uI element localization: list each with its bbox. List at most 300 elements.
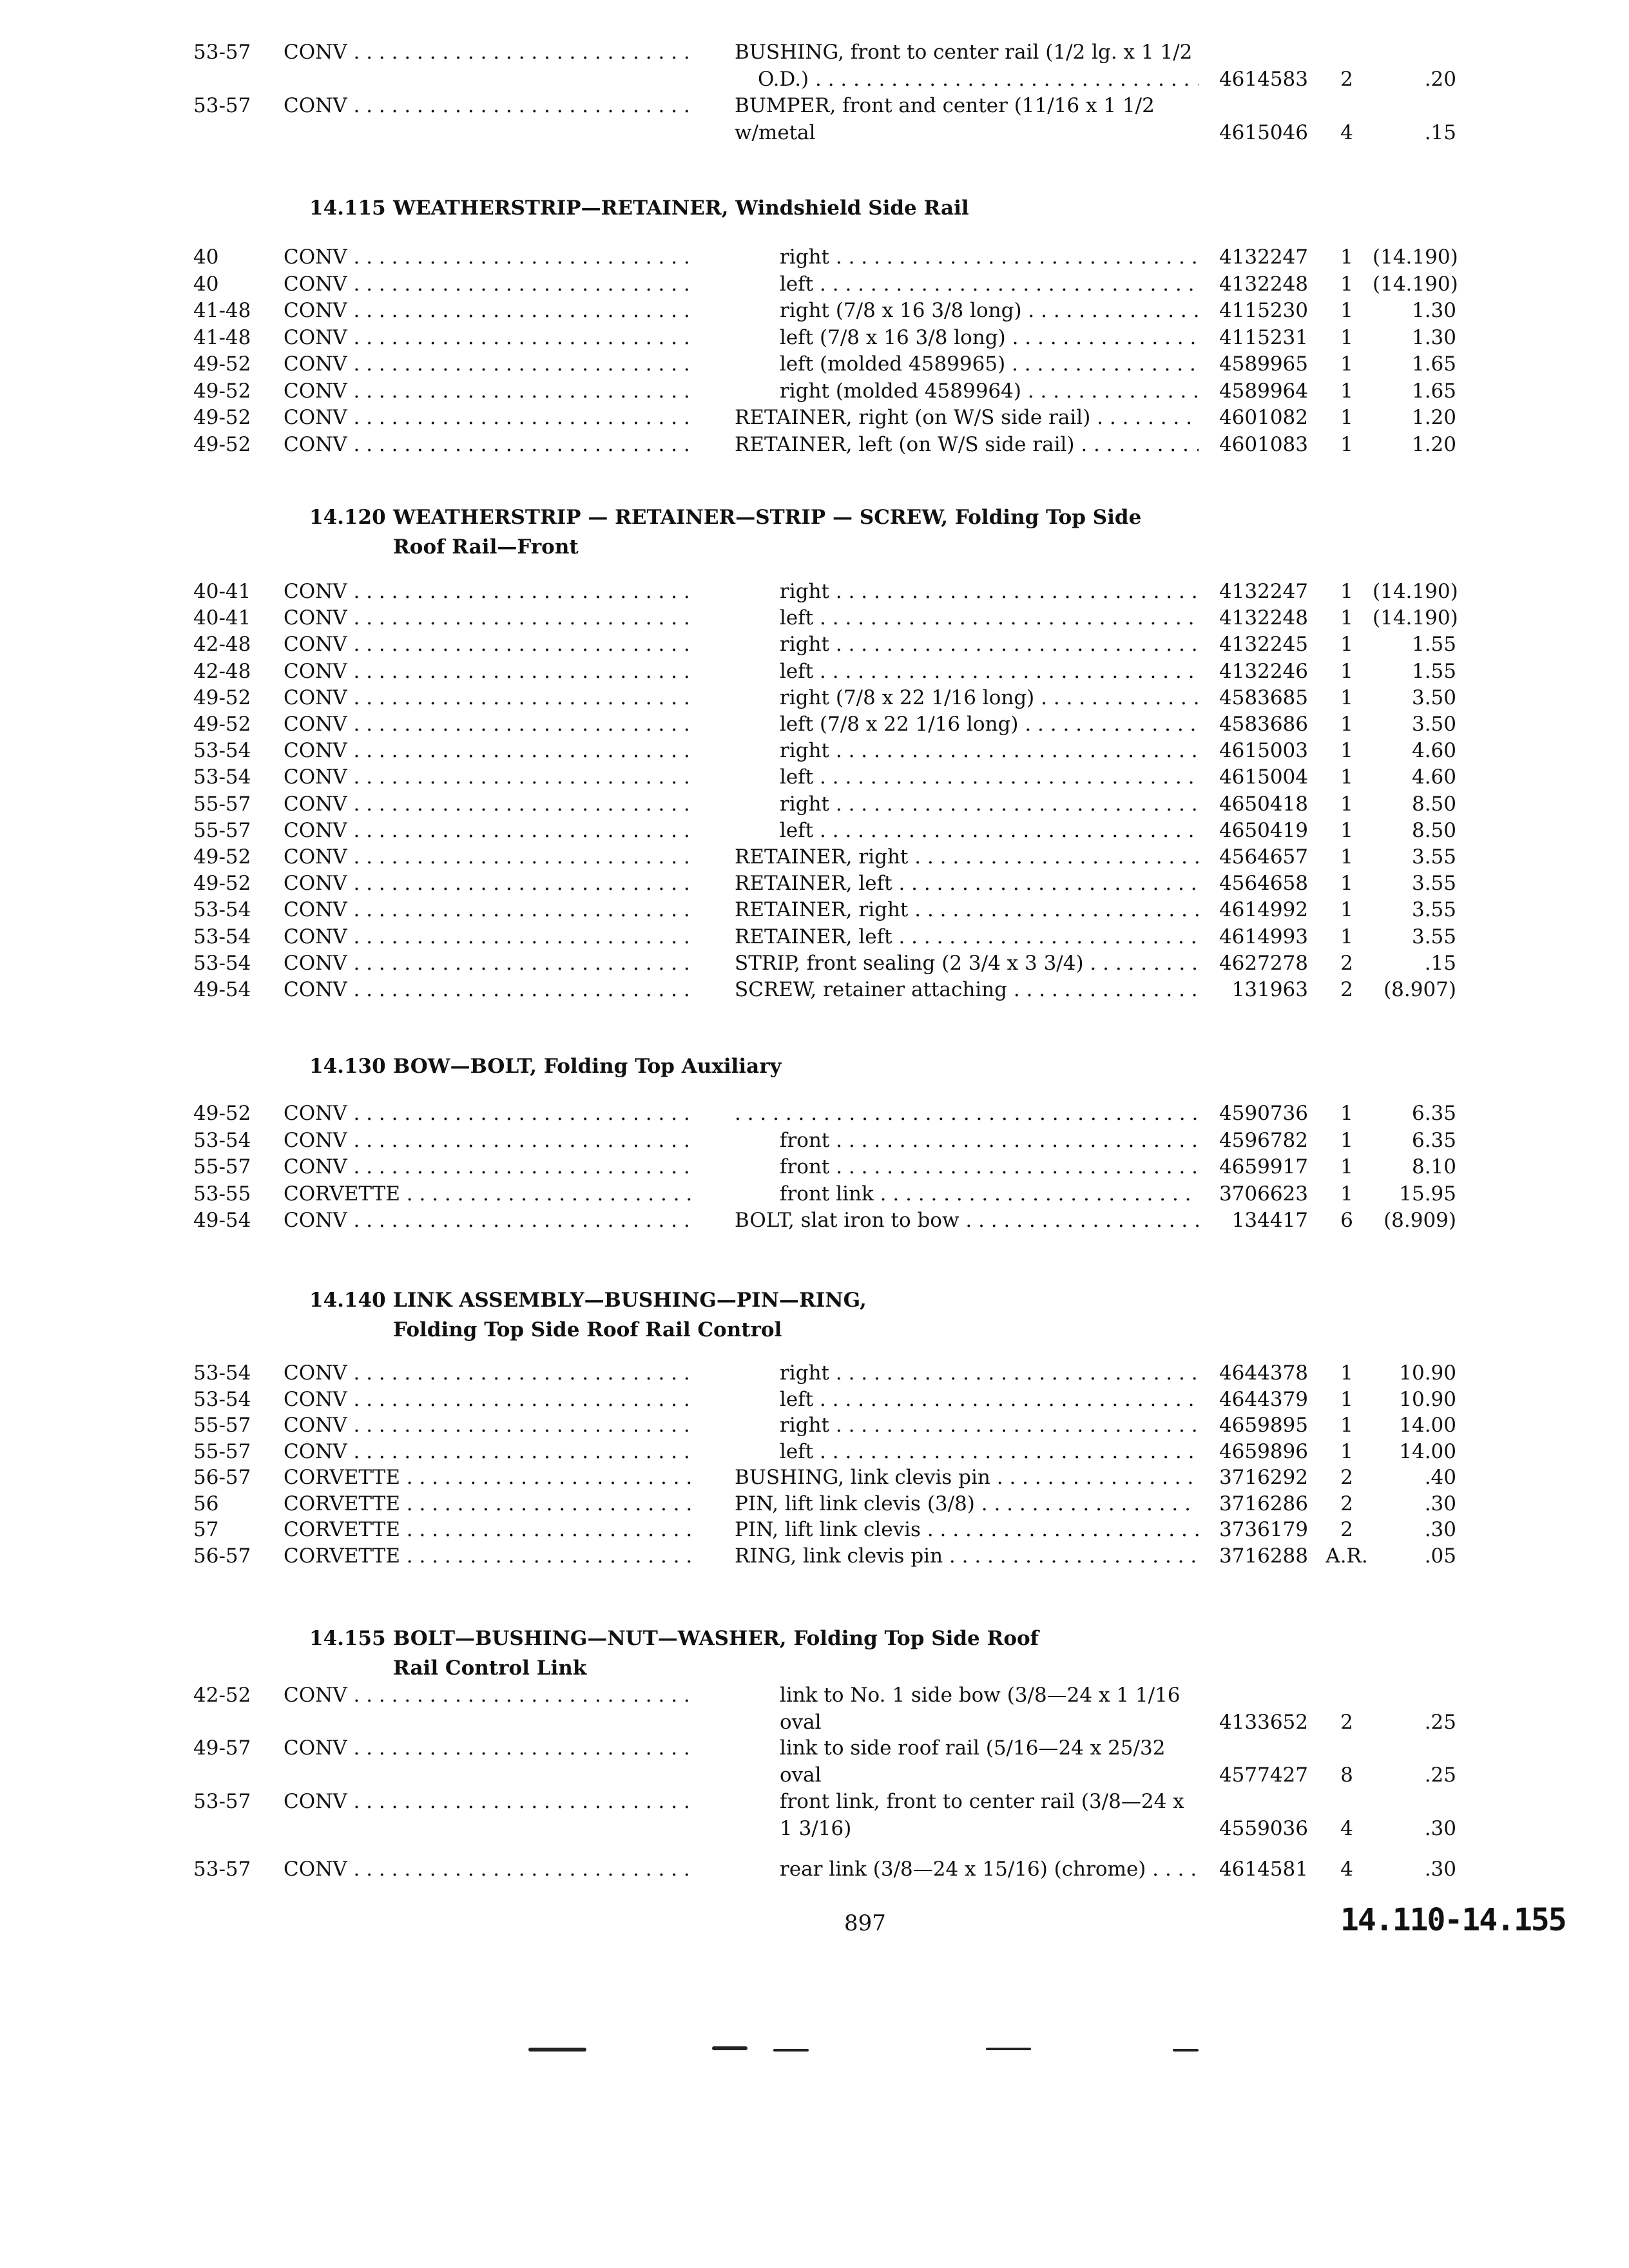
quantity-cell: 1: [1340, 1388, 1353, 1411]
scan-mark: [986, 2048, 1031, 2050]
quantity-cell: 1: [1340, 925, 1353, 948]
model-cell: CONV . . .: [284, 351, 696, 378]
quantity-cell: 2: [1340, 978, 1353, 1001]
quantity-cell: 1: [1340, 580, 1353, 603]
price-cell: 1.20: [1411, 406, 1456, 429]
description-cell: RETAINER, left . . .: [735, 870, 1199, 897]
quantity-cell: 1: [1340, 845, 1353, 869]
section-number: 14.120: [309, 506, 386, 529]
quantity-cell: 1: [1340, 245, 1353, 269]
table-row: [0, 1386, 1629, 1413]
table-row: [0, 976, 1629, 1003]
description-cell: [780, 1735, 1199, 1789]
description-cell: [735, 1100, 1199, 1127]
years-cell: 53-54: [193, 739, 251, 762]
scan-mark: [528, 2048, 586, 2052]
quantity-cell: 1: [1340, 326, 1353, 349]
part-number-cell: 4115231: [1219, 326, 1308, 349]
model-cell: CONV . . .: [284, 431, 696, 458]
part-number-cell: 4583686: [1219, 713, 1308, 736]
table-row: [0, 950, 1629, 977]
model-cell: CONV . . .: [284, 870, 696, 897]
price-cell: 10.90: [1399, 1388, 1456, 1411]
table-row: [0, 1490, 1629, 1517]
description-cell: front . . .: [780, 1127, 1199, 1154]
years-cell: 49-52: [193, 686, 251, 709]
price-cell: 4.60: [1411, 765, 1456, 789]
price-cell: 6.35: [1411, 1129, 1456, 1152]
description-cell: BUSHING, link clevis pin . . .: [735, 1464, 1199, 1491]
model-cell: CONV . . .: [284, 764, 696, 791]
model-cell: CONV . . .: [284, 817, 696, 844]
table-row: [0, 1100, 1629, 1127]
description-cell: front . . .: [780, 1153, 1199, 1180]
section-title-line-2: Folding Top Side Roof Rail Control: [393, 1318, 782, 1341]
quantity-cell: 1: [1340, 406, 1353, 429]
model-cell: CONV . . .: [284, 658, 696, 685]
table-row: [0, 404, 1629, 431]
part-number-cell: 4564657: [1219, 845, 1308, 869]
table-row: [0, 271, 1629, 298]
price-cell: 1.30: [1411, 326, 1456, 349]
price-cell: 8.10: [1411, 1155, 1456, 1178]
table-row: [0, 817, 1629, 844]
years-cell: 49-52: [193, 352, 251, 376]
description-cell: SCREW, retainer attaching . . .: [735, 976, 1199, 1003]
years-cell: 41-48: [193, 326, 251, 349]
part-number-cell: 3706623: [1219, 1182, 1308, 1206]
table-row: [0, 791, 1629, 818]
quantity-cell: 1: [1340, 1440, 1353, 1463]
quantity-cell: 1: [1340, 819, 1353, 842]
years-cell: 57: [193, 1518, 219, 1541]
price-cell: .05: [1424, 1544, 1456, 1568]
table-row: [0, 297, 1629, 324]
quantity-cell: 2: [1340, 1711, 1353, 1734]
model-cell: CONV . . .: [284, 1207, 696, 1234]
description-cell: right . . .: [780, 631, 1199, 658]
quantity-cell: 1: [1340, 1361, 1353, 1385]
quantity-cell: 2: [1340, 68, 1353, 91]
description-cell: RETAINER, left (on W/S side rail) . . .: [735, 431, 1199, 458]
model-cell: CONV . . .: [284, 791, 696, 818]
scan-mark: [1173, 2049, 1199, 2052]
quantity-cell: 1: [1340, 686, 1353, 709]
years-cell: 53-54: [193, 1361, 251, 1385]
quantity-cell: 1: [1340, 713, 1353, 736]
table-row: [0, 1788, 1629, 1842]
part-number-cell: 4650419: [1219, 819, 1308, 842]
quantity-cell: 1: [1340, 633, 1353, 656]
model-cell: CONV . . .: [284, 244, 696, 271]
description-line-2: O.D.) . . .: [735, 66, 1199, 93]
price-cell: (14.190): [1373, 580, 1458, 603]
part-number-cell: 4615046: [1219, 121, 1308, 144]
description-cell: left . . .: [780, 271, 1199, 298]
model-cell: CONV . . .: [284, 378, 696, 405]
table-row: [0, 737, 1629, 764]
quantity-cell: 1: [1340, 433, 1353, 456]
quantity-cell: 4: [1340, 121, 1353, 144]
part-number-cell: 4583685: [1219, 686, 1308, 709]
description-cell: right . . .: [780, 1360, 1199, 1387]
quantity-cell: 1: [1340, 765, 1353, 789]
price-cell: .15: [1424, 952, 1456, 975]
table-row: [0, 1516, 1629, 1543]
part-number-cell: 3716292: [1219, 1466, 1308, 1489]
price-cell: 4.60: [1411, 739, 1456, 762]
section-heading: [309, 1052, 782, 1081]
table-row: [0, 39, 1629, 93]
years-cell: 49-54: [193, 978, 251, 1001]
description-cell: right . . .: [780, 737, 1199, 764]
model-cell: CONV . . .: [284, 1386, 696, 1413]
years-cell: 56: [193, 1492, 219, 1515]
section-title: BOW—BOLT, Folding Top Auxiliary: [393, 1055, 782, 1078]
table-row: [0, 843, 1629, 870]
price-cell: .15: [1424, 121, 1456, 144]
section-number: 14.155: [309, 1627, 386, 1650]
price-cell: 15.95: [1399, 1182, 1456, 1206]
part-number-cell: 4589964: [1219, 380, 1308, 403]
quantity-cell: 1: [1340, 739, 1353, 762]
model-cell: CONV . . .: [284, 604, 696, 631]
section-heading: [309, 1285, 867, 1345]
quantity-cell: 1: [1340, 352, 1353, 376]
part-number-cell: 4596782: [1219, 1129, 1308, 1152]
part-number-cell: 4559036: [1219, 1817, 1308, 1840]
part-number-cell: 4614581: [1219, 1858, 1308, 1881]
description-cell: BOLT, slat iron to bow . . .: [735, 1207, 1199, 1234]
description-cell: right (molded 4589964) . . .: [780, 378, 1199, 405]
part-number-cell: 3716286: [1219, 1492, 1308, 1515]
part-number-cell: 4627278: [1219, 952, 1308, 975]
description-cell: left . . .: [780, 764, 1199, 791]
description-cell: left (7/8 x 16 3/8 long) . . .: [780, 324, 1199, 351]
quantity-cell: 2: [1340, 952, 1353, 975]
price-cell: .30: [1424, 1817, 1456, 1840]
quantity-cell: 1: [1340, 380, 1353, 403]
description-line-1: link to No. 1 side bow (3/8—24 x 1 1/16 oval: [780, 1684, 1181, 1734]
table-row: [0, 1207, 1629, 1234]
part-number-cell: 4133652: [1219, 1711, 1308, 1734]
table-row: [0, 1682, 1629, 1736]
quantity-cell: 1: [1340, 273, 1353, 296]
part-number-cell: 4132246: [1219, 660, 1308, 683]
years-cell: 49-52: [193, 380, 251, 403]
description-line-1: front link, front to center rail (3/8—24 x 1 3/16): [780, 1790, 1184, 1840]
quantity-cell: 1: [1340, 898, 1353, 921]
years-cell: 49-52: [193, 406, 251, 429]
model-cell: CONV . . .: [284, 297, 696, 324]
model-cell: CORVETTE . . .: [284, 1542, 696, 1570]
model-cell: CONV . . .: [284, 923, 696, 950]
section-number: 14.115: [309, 197, 386, 220]
quantity-cell: 4: [1340, 1817, 1353, 1840]
model-cell: CONV . . .: [284, 843, 696, 870]
part-number-cell: 4564658: [1219, 872, 1308, 895]
price-cell: 1.65: [1411, 352, 1456, 376]
description-cell: left (molded 4589965) . . .: [780, 351, 1199, 378]
price-cell: (14.190): [1373, 273, 1458, 296]
description-cell: right . . .: [780, 791, 1199, 818]
years-cell: 53-54: [193, 1129, 251, 1152]
price-cell: (8.909): [1383, 1209, 1456, 1232]
model-cell: CONV . . .: [284, 1438, 696, 1465]
quantity-cell: 1: [1340, 299, 1353, 322]
price-cell: .30: [1424, 1518, 1456, 1541]
part-number-cell: 3716288: [1219, 1544, 1308, 1568]
table-row: [0, 631, 1629, 658]
quantity-cell: 2: [1340, 1492, 1353, 1515]
description-cell: RETAINER, right . . .: [735, 843, 1199, 870]
table-row: [0, 923, 1629, 950]
table-row: [0, 658, 1629, 685]
model-cell: CONV . . .: [284, 1360, 696, 1387]
section-heading: [309, 193, 969, 223]
model-cell: CONV . . .: [284, 578, 696, 605]
table-row: [0, 1180, 1629, 1207]
quantity-cell: 1: [1340, 660, 1353, 683]
years-cell: 53-54: [193, 765, 251, 789]
table-row: [0, 896, 1629, 923]
table-row: [0, 711, 1629, 738]
quantity-cell: 1: [1340, 1155, 1353, 1178]
model-cell: CORVETTE . . .: [284, 1490, 696, 1517]
model-cell: CONV . . .: [284, 1735, 696, 1762]
years-cell: 53-57: [193, 1790, 251, 1813]
model-cell: CONV . . .: [284, 39, 696, 66]
table-row: [0, 324, 1629, 351]
quantity-cell: 2: [1340, 1518, 1353, 1541]
part-number-cell: 131963: [1231, 978, 1308, 1001]
part-number-cell: 4601082: [1219, 406, 1308, 429]
description-cell: right (7/8 x 22 1/16 long) . . .: [780, 684, 1199, 711]
years-cell: 49-52: [193, 1102, 251, 1125]
description-cell: left . . .: [780, 658, 1199, 685]
price-cell: .25: [1424, 1711, 1456, 1734]
part-number-cell: 4601083: [1219, 433, 1308, 456]
part-number-cell: 4115230: [1219, 299, 1308, 322]
description-cell: RETAINER, right . . .: [735, 896, 1199, 923]
price-cell: 10.90: [1399, 1361, 1456, 1385]
section-number: 14.140: [309, 1289, 386, 1312]
price-cell: 14.00: [1399, 1440, 1456, 1463]
years-cell: 55-57: [193, 1440, 251, 1463]
table-row: [0, 684, 1629, 711]
table-row: [0, 1542, 1629, 1570]
part-number-cell: 4659895: [1219, 1414, 1308, 1437]
years-cell: 53-55: [193, 1182, 251, 1206]
price-cell: 1.65: [1411, 380, 1456, 403]
model-cell: CORVETTE . . .: [284, 1516, 696, 1543]
table-row: [0, 378, 1629, 405]
model-cell: CONV . . .: [284, 1100, 696, 1127]
model-cell: CONV . . .: [284, 404, 696, 431]
years-cell: 53-57: [193, 1858, 251, 1881]
description-cell: right . . .: [780, 244, 1199, 271]
part-number-cell: 4132248: [1219, 606, 1308, 629]
years-cell: 53-54: [193, 952, 251, 975]
table-row: [0, 1127, 1629, 1154]
quantity-cell: 1: [1340, 1129, 1353, 1152]
model-cell: CONV . . .: [284, 324, 696, 351]
section-title-line-2: Roof Rail—Front: [393, 535, 579, 559]
years-cell: 53-54: [193, 1388, 251, 1411]
price-cell: 3.55: [1411, 925, 1456, 948]
description-cell: STRIP, front sealing (2 3/4 x 3 3/4) . . .: [735, 950, 1199, 977]
part-number-cell: 4132245: [1219, 633, 1308, 656]
price-cell: 14.00: [1399, 1414, 1456, 1437]
years-cell: 40-41: [193, 580, 251, 603]
years-cell: 56-57: [193, 1466, 251, 1489]
part-number-cell: 4132247: [1219, 245, 1308, 269]
price-cell: 3.55: [1411, 845, 1456, 869]
model-cell: CONV . . .: [284, 950, 696, 977]
table-row: [0, 1464, 1629, 1491]
part-number-cell: 4590736: [1219, 1102, 1308, 1125]
table-row: [0, 1153, 1629, 1180]
description-cell: right . . .: [780, 1412, 1199, 1439]
part-number-cell: 4644379: [1219, 1388, 1308, 1411]
section-title: WEATHERSTRIP—RETAINER, Windshield Side Rail: [393, 197, 969, 220]
years-cell: 41-48: [193, 299, 251, 322]
description-cell: left . . .: [780, 604, 1199, 631]
description-cell: front link . . .: [780, 1180, 1199, 1207]
model-cell: CONV . . .: [284, 1856, 696, 1883]
model-cell: CONV . . .: [284, 1127, 696, 1154]
price-cell: 3.50: [1411, 686, 1456, 709]
table-row: [0, 1856, 1629, 1883]
part-number-cell: 4659917: [1219, 1155, 1308, 1178]
years-cell: 42-52: [193, 1684, 251, 1707]
table-row: [0, 431, 1629, 458]
table-row: [0, 578, 1629, 605]
section-heading: [309, 503, 1141, 562]
table-row: [0, 351, 1629, 378]
table-row: [0, 1412, 1629, 1439]
part-number-cell: 4615003: [1219, 739, 1308, 762]
price-cell: 3.55: [1411, 898, 1456, 921]
section-number: 14.130: [309, 1055, 386, 1078]
price-cell: 6.35: [1411, 1102, 1456, 1125]
part-number-cell: 3736179: [1219, 1518, 1308, 1541]
description-cell: left (7/8 x 22 1/16 long) . . .: [780, 711, 1199, 738]
model-cell: CONV . . .: [284, 896, 696, 923]
description-cell: left . . .: [780, 1438, 1199, 1465]
table-row: [0, 244, 1629, 271]
years-cell: 55-57: [193, 793, 251, 816]
part-number-cell: 4132248: [1219, 273, 1308, 296]
years-cell: 49-57: [193, 1736, 251, 1760]
price-cell: 1.30: [1411, 299, 1456, 322]
model-cell: CONV . . .: [284, 711, 696, 738]
model-cell: CONV . . .: [284, 737, 696, 764]
years-cell: 40: [193, 245, 219, 269]
part-number-cell: 4659896: [1219, 1440, 1308, 1463]
price-cell: .40: [1424, 1466, 1456, 1489]
table-row: [0, 1360, 1629, 1387]
model-cell: CONV . . .: [284, 271, 696, 298]
price-cell: 3.55: [1411, 872, 1456, 895]
price-cell: (14.190): [1373, 606, 1458, 629]
quantity-cell: 8: [1340, 1763, 1353, 1787]
table-row: [0, 604, 1629, 631]
part-number-cell: 4589965: [1219, 352, 1308, 376]
description-cell: right (7/8 x 16 3/8 long) . . .: [780, 297, 1199, 324]
price-cell: 1.55: [1411, 633, 1456, 656]
description-cell: left . . .: [780, 1386, 1199, 1413]
part-number-cell: 134417: [1231, 1209, 1308, 1232]
section-title: BOLT—BUSHING—NUT—WASHER, Folding Top Side Roof: [393, 1627, 1039, 1650]
quantity-cell: 2: [1340, 1466, 1353, 1489]
years-cell: 40-41: [193, 606, 251, 629]
description-cell: rear link (3/8—24 x 15/16) (chrome) . . .: [780, 1856, 1199, 1883]
model-cell: CONV . . .: [284, 1788, 696, 1815]
quantity-cell: 1: [1340, 1182, 1353, 1206]
scan-mark: [773, 2049, 809, 2052]
years-cell: 53-57: [193, 41, 251, 64]
model-cell: CONV . . .: [284, 1412, 696, 1439]
table-row: [0, 1438, 1629, 1465]
table-row: [0, 1735, 1629, 1789]
quantity-cell: 1: [1340, 606, 1353, 629]
price-cell: .30: [1424, 1858, 1456, 1881]
price-cell: .20: [1424, 68, 1456, 91]
quantity-cell: 1: [1340, 1102, 1353, 1125]
model-cell: CORVETTE . . .: [284, 1464, 696, 1491]
part-number-cell: 4615004: [1219, 765, 1308, 789]
years-cell: 53-54: [193, 925, 251, 948]
years-cell: 49-52: [193, 872, 251, 895]
description-line-1: BUMPER, front and center (11/16 x 1 1/2 w/metal: [735, 94, 1155, 144]
model-cell: CONV . . .: [284, 976, 696, 1003]
description-line-1: link to side roof rail (5/16—24 x 25/32 oval: [780, 1736, 1166, 1787]
years-cell: 55-57: [193, 1155, 251, 1178]
years-cell: 55-57: [193, 1414, 251, 1437]
quantity-cell: 1: [1340, 872, 1353, 895]
model-cell: CONV . . .: [284, 1682, 696, 1709]
years-cell: 42-48: [193, 660, 251, 683]
price-cell: .30: [1424, 1492, 1456, 1515]
years-cell: 55-57: [193, 819, 251, 842]
price-cell: 8.50: [1411, 819, 1456, 842]
description-cell: [735, 39, 1199, 93]
description-cell: RING, link clevis pin . . .: [735, 1542, 1199, 1570]
model-cell: CONV . . .: [284, 684, 696, 711]
model-cell: CONV . . .: [284, 92, 696, 119]
years-cell: 49-52: [193, 433, 251, 456]
years-cell: 42-48: [193, 633, 251, 656]
model-cell: CONV . . .: [284, 631, 696, 658]
years-cell: 49-52: [193, 845, 251, 869]
years-cell: 40: [193, 273, 219, 296]
section-range: 14.110-14.155: [1340, 1902, 1566, 1938]
section-heading: [309, 1624, 1039, 1683]
part-number-cell: 4614583: [1219, 68, 1308, 91]
description-cell: RETAINER, left . . .: [735, 923, 1199, 950]
description-cell: [780, 1682, 1199, 1736]
price-cell: .25: [1424, 1763, 1456, 1787]
quantity-cell: 4: [1340, 1858, 1353, 1881]
part-number-cell: 4577427: [1219, 1763, 1308, 1787]
years-cell: 53-57: [193, 94, 251, 117]
description-cell: PIN, lift link clevis . . .: [735, 1516, 1199, 1543]
quantity-cell: 1: [1340, 793, 1353, 816]
quantity-cell: 6: [1340, 1209, 1353, 1232]
table-row: [0, 92, 1629, 146]
description-cell: PIN, lift link clevis (3/8) . . .: [735, 1490, 1199, 1517]
